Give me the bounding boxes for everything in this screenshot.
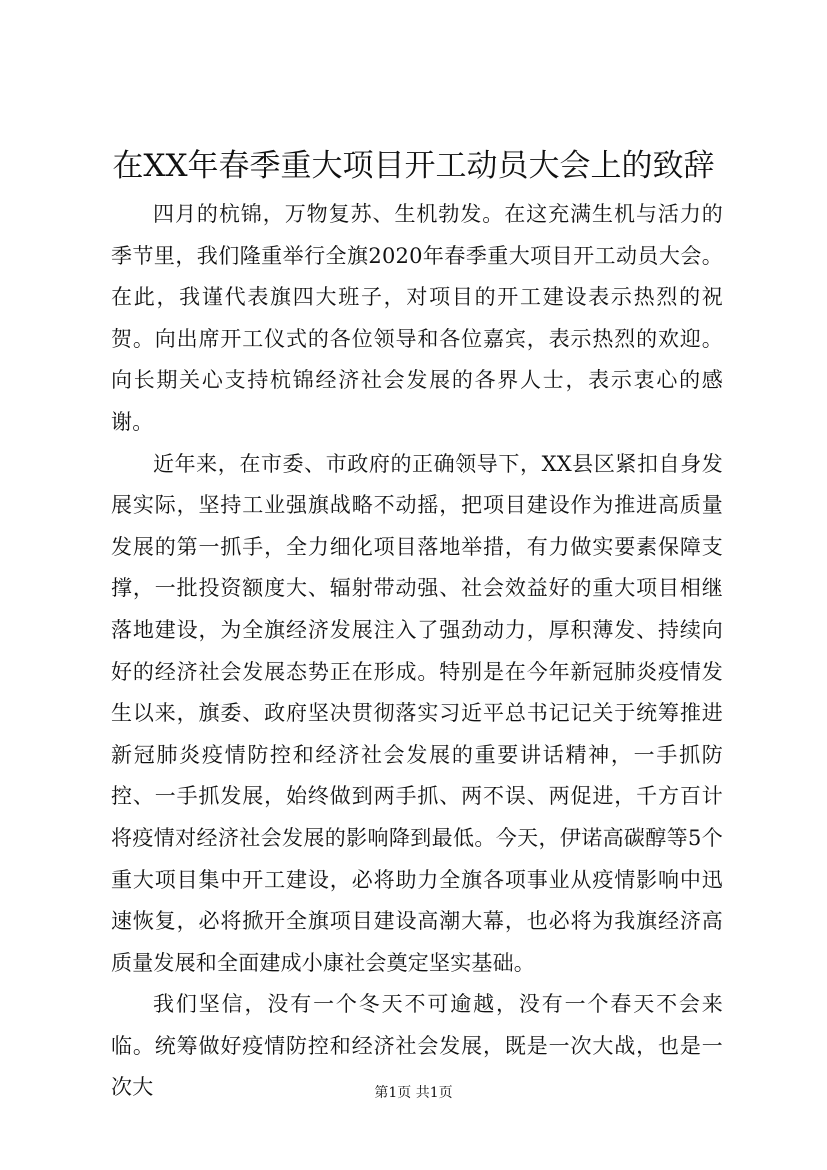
document-body (111, 194, 723, 1109)
page-number-footer: 第1页 共1页 (374, 1085, 453, 1101)
paragraph-2: 近年来，在市委、市政府的正确领导下，XX县区紧扣自身发展实际，坚持工业强旗战略不动摇，把项目建设作为推进高质量发展的第一抓手，全力细化项目落地举措，有力做实要素保障支撑，一批投资额度大、辐射带动强、社会效益好的重大项目相继落地建设，为全旗经济发展注入了强劲动力，厚积薄发、持续向好的经济社会发展态势正在形成。特别是在今年新冠肺炎疫情发生以来，旗委、政府坚决贯彻落实习近平总书记记关于统筹推进新冠肺炎疫情防控和经济社会发展的重要讲话精神，一手抓防控、一手抓发展，始终做到两手抓、两不误、两促进，千方百计将疫情对经济社会发展的影响降到最低。今天，伊诺高碳醇等5个重大项目集中开工建设，必将助力全旗各项事业从疫情影响中迅速恢复，必将掀开全旗项目建设高潮大幕，也必将为我旗经济高质量发展和全面建成小康社会奠定坚实基础。 (111, 451, 723, 975)
paragraph-1: 四月的杭锦，万物复苏、生机勃发。在这充满生机与活力的季节里，我们隆重举行全旗2020年春季重大项目开工动员大会。在此，我谨代表旗四大班子，对项目的开工建设表示热烈的祝贺。向出席开工仪式的各位领导和各位嘉宾，表示热烈的欢迎。向长期关心支持杭锦经济社会发展的各界人士，表示衷心的感谢。 (111, 202, 723, 434)
document-title: 在XX年春季重大项目开工动员大会上的致辞 (112, 148, 715, 184)
paragraph-3: 我们坚信，没有一个冬天不可逾越，没有一个春天不会来临。统筹做好疫情防控和经济社会发展，既是一次大战，也是一次大 (111, 992, 723, 1100)
